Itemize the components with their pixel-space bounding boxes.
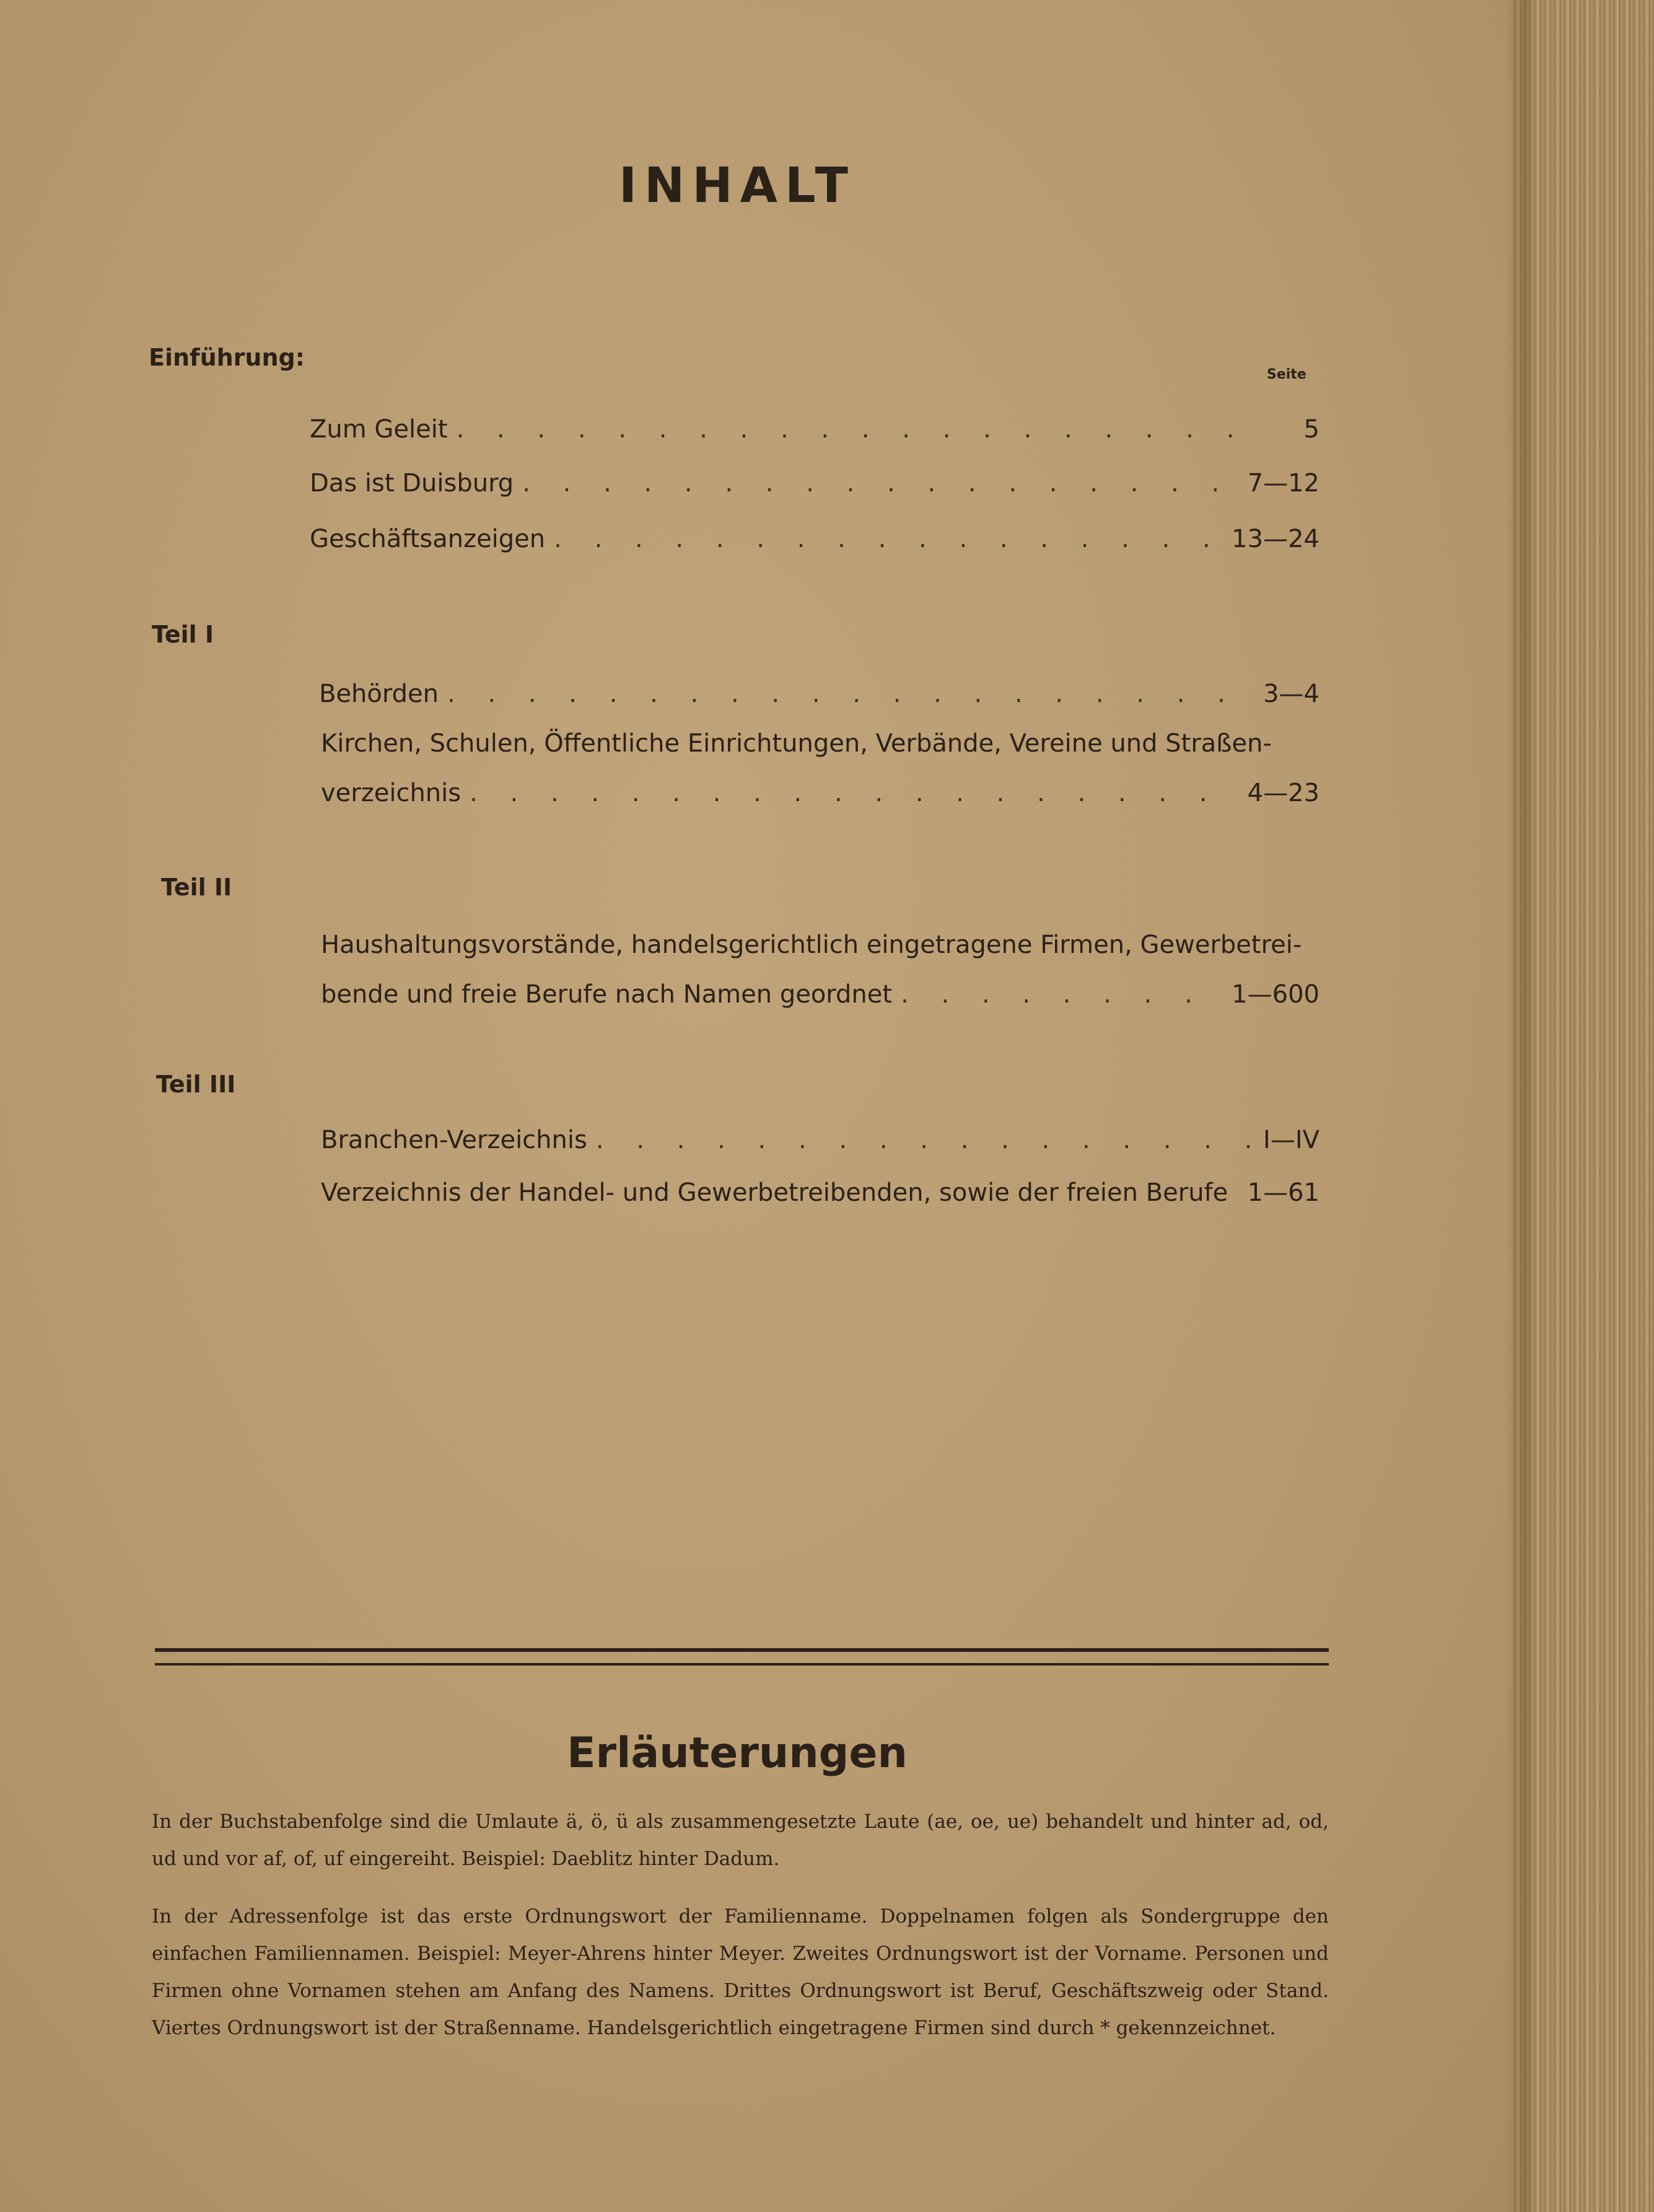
toc-entry-behoerden [319,669,1319,719]
erlaeuterungen-heading: Erläuterungen [567,1729,908,1778]
dot-leader [1236,1168,1238,1218]
toc-entry-label: Verzeichnis der Handel- und Gewerbetreibenden, sowie der freien Berufe [321,1178,1228,1207]
toc-entry-kirchen [321,719,1319,818]
erlaeuterungen-paragraph-2: In der Adressenfolge ist das erste Ordnungswort der Familienname. Doppelnamen folgen als Sondergruppe den einfachen Familiennamen. Beispiel: Meyer-Ahrens hinter Meyer. Zweites Ordnungswort ist der Vorname. Personen und Firmen ohne Vornamen stehen am Anfang des Namens. Drittes Ordnungswort ist Beruf, Geschäftszweig oder Stand. Viertes Ordnungswort ist der Straßenname. Handelsgerichtlich eingetragene Firmen sind durch * gekennzeichnet. [152,1905,1329,2039]
section-teil-3: Teil III [156,1071,236,1098]
toc-entry-label-line2: bende und freie Berufe nach Namen geordnet [321,980,893,1009]
toc-entry-duisburg [310,459,1319,508]
toc-entry-label: Geschäftsanzeigen [310,525,546,553]
dot-leader [457,405,1255,454]
dot-leader [470,768,1239,818]
toc-entry-page: I—IV [1263,1126,1319,1154]
section-teil-1: Teil I [152,621,214,648]
dot-leader [447,669,1254,719]
toc-entry-page: 1—600 [1232,980,1319,1009]
toc-entry-label-line1: Kirchen, Schulen, Öffentliche Einrichtungen, Verbände, Vereine und Straßen- [321,729,1272,758]
section-einfuehrung: Einführung: [149,344,305,371]
page-edge-shadow [1505,0,1530,2212]
book-page-edges [1512,0,1654,2212]
toc-entry-label: Zum Geleit [310,415,448,444]
section-teil-2: Teil II [161,874,232,901]
page-title: INHALT [619,158,855,214]
toc-entry-label: Branchen-Verzeichnis [321,1126,587,1154]
toc-entry-label: Behörden [319,680,439,708]
toc-entry-page: 7—12 [1247,469,1319,498]
dot-leader [596,1115,1254,1165]
toc-entry-page: 5 [1303,415,1319,444]
toc-entry-verzeichnis [321,1168,1319,1218]
toc-entry-label-line1: Haushaltungsvorstände, handelsgerichtlich eingetragene Firmen, Gewerbetrei- [321,931,1302,959]
toc-entry-page: 4—23 [1247,779,1319,807]
seite-column-label: Seite [1267,367,1306,382]
dot-leader [554,514,1223,564]
toc-entry-page: 3—4 [1263,680,1319,708]
toc-entry-zum-geleit [310,405,1319,454]
divider-rule-bottom [155,1663,1329,1666]
toc-entry-branchen [321,1115,1319,1165]
toc-entry-geschaeftsanzeigen [310,514,1319,564]
toc-entry-page: 1—61 [1247,1178,1319,1207]
toc-entry-label: Das ist Duisburg [310,469,514,498]
toc-entry-label-line2: verzeichnis [321,779,462,807]
divider-rule-top [155,1648,1329,1652]
toc-entry-page: 13—24 [1232,525,1319,553]
erlaeuterungen-paragraph-1: In der Buchstabenfolge sind die Umlaute ä, ö, ü als zusammengesetzte Laute (ae, oe, ue) behandelt und hinter ad, od, ud und vor af, of, uf eingereiht. Beispiel: Daeblitz hinter Dadum. [152,1810,1329,1870]
toc-entry-haushaltung [321,920,1319,1019]
dot-leader [901,970,1223,1019]
dot-leader [522,459,1238,508]
